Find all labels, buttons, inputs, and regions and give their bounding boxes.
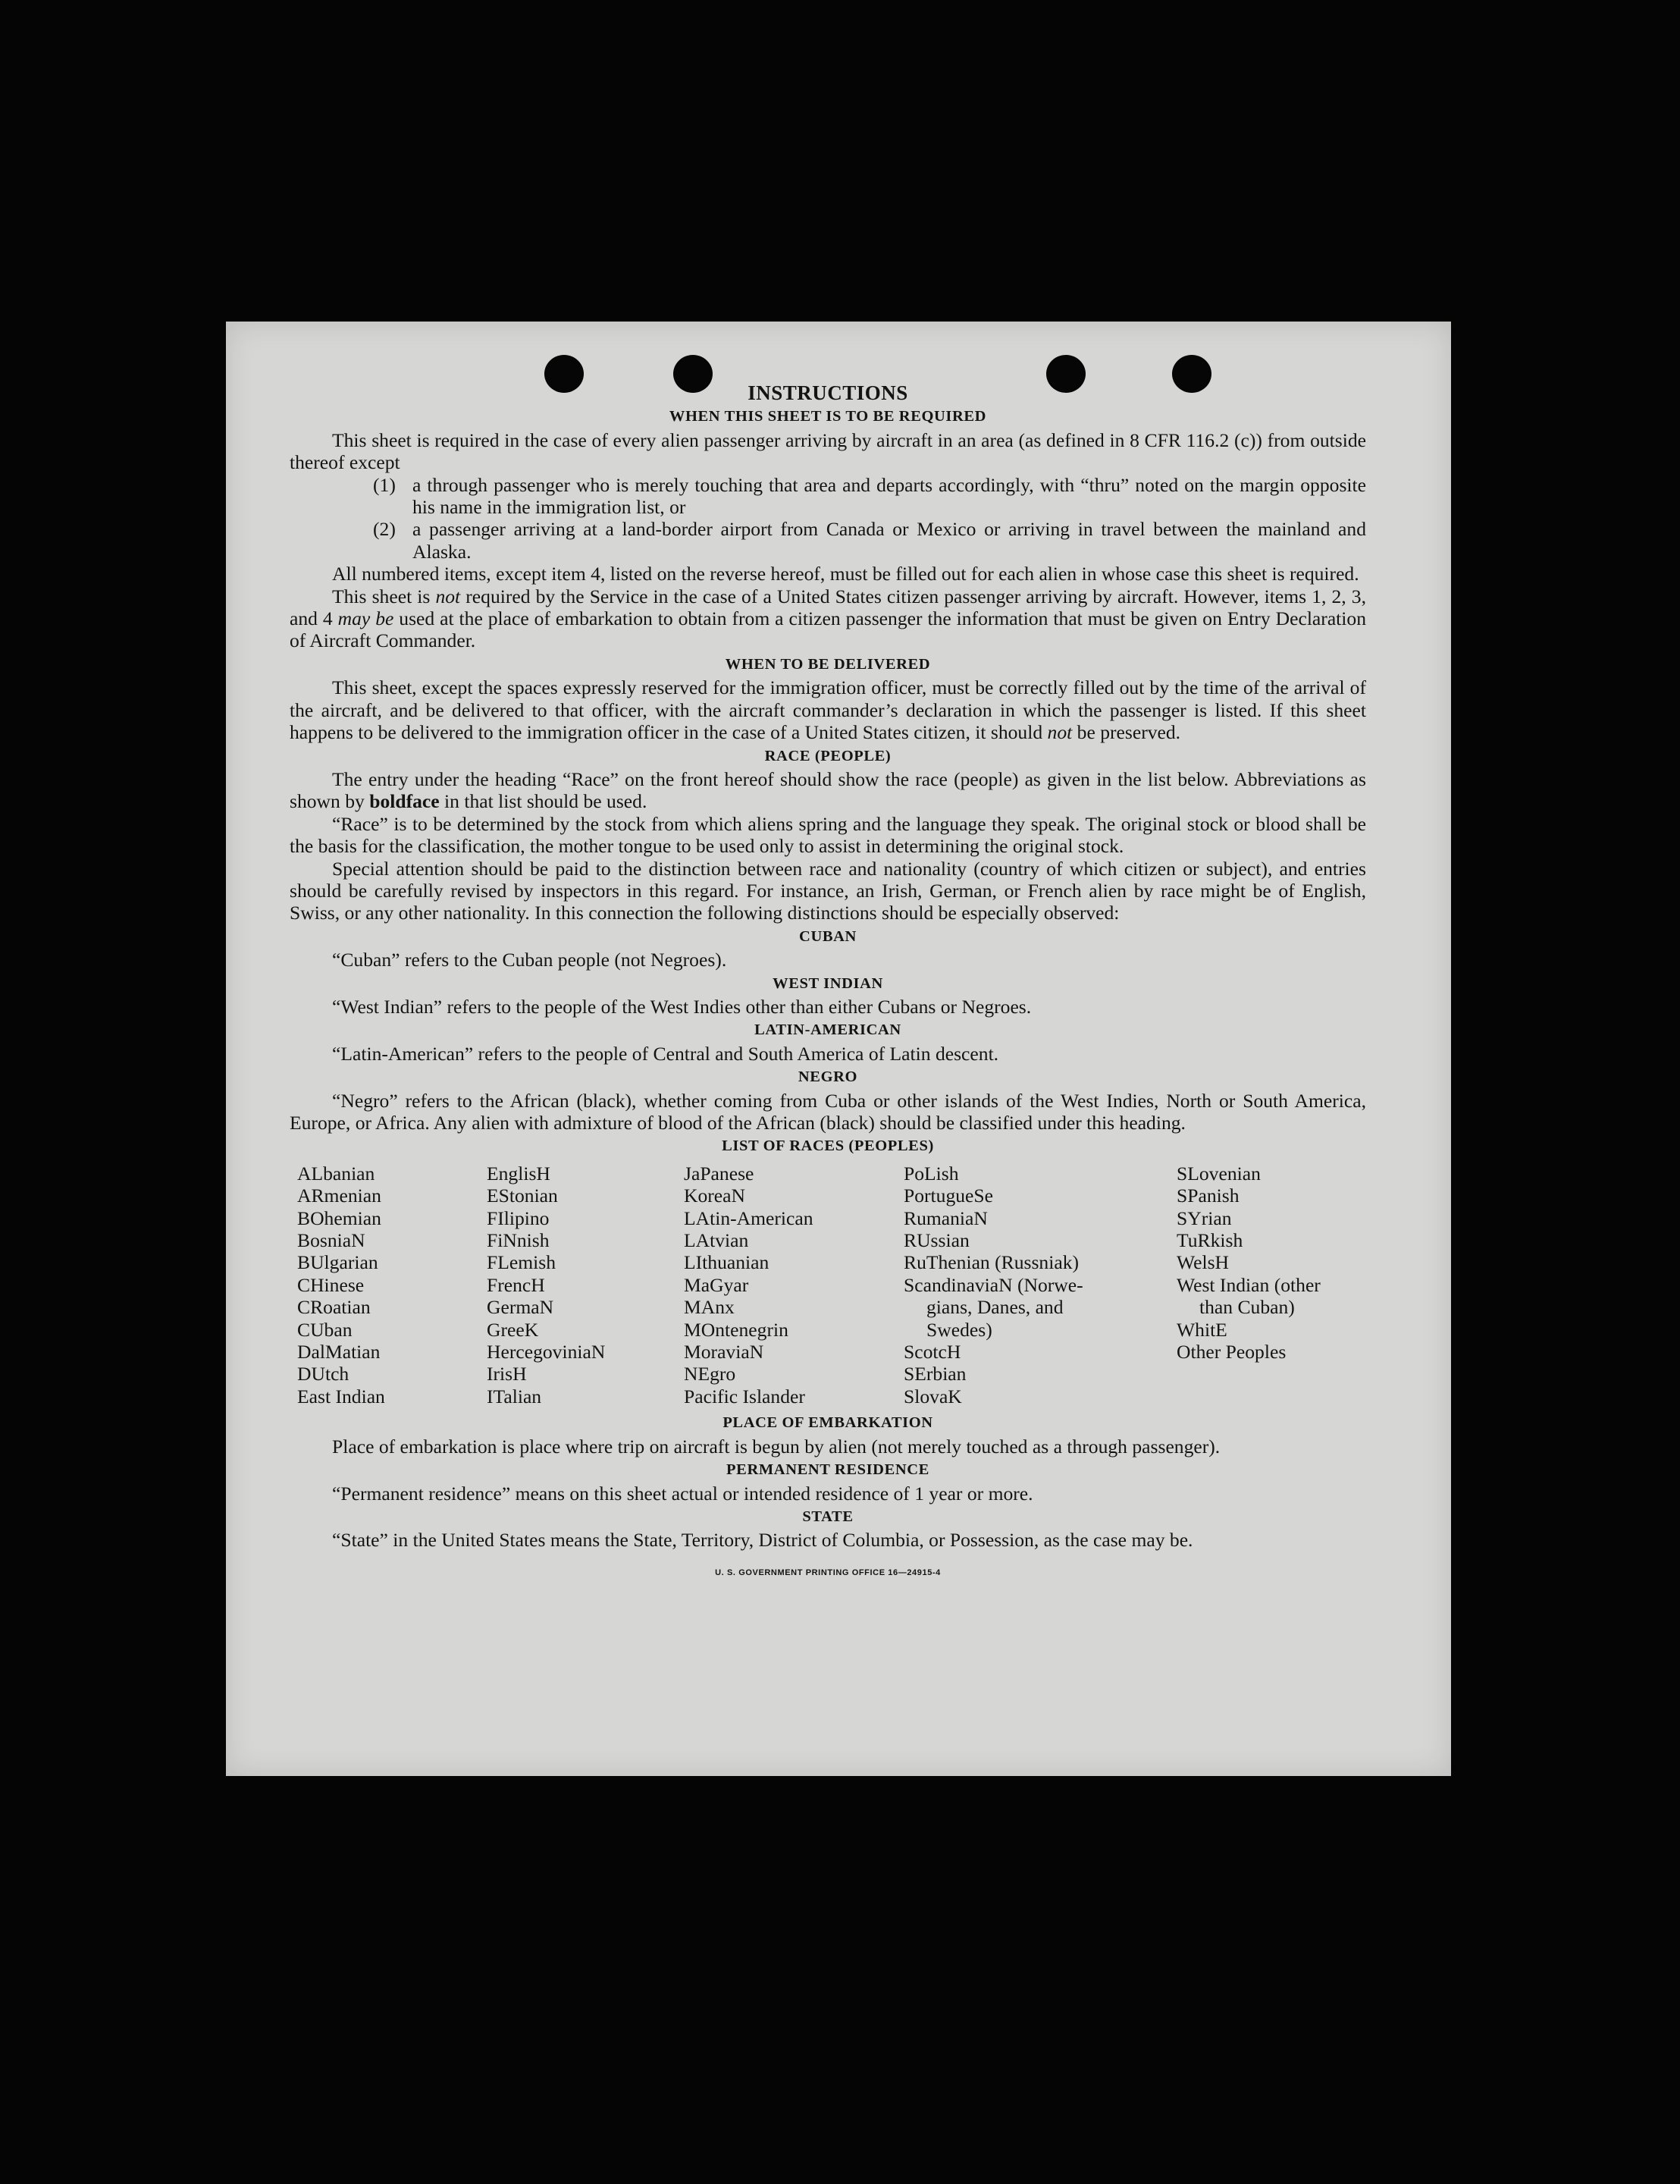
printer-imprint: U. S. GOVERNMENT PRINTING OFFICE 16—24915-4 [715, 1567, 941, 1577]
paragraph: Place of embarkation is place where trip on aircraft is begun by alien (not merely touched as a through passenger). [332, 1435, 1221, 1458]
paragraph: “West Indian” refers to the people of the West Indies other than either Cubans or Negroes. [332, 995, 1032, 1018]
races-list [297, 1163, 1366, 1407]
race-entry: MOntenegrin [684, 1318, 788, 1341]
race-entry: WelsH [1177, 1251, 1230, 1274]
race-entry: SErbian [904, 1363, 967, 1385]
race-entry: NEgro [684, 1363, 736, 1385]
race-entry: SlovaK [904, 1385, 962, 1407]
race-entry: BUlgarian [297, 1251, 378, 1274]
text-run-italic: not [1047, 721, 1073, 744]
paragraph: “Cuban” refers to the Cuban people (not Negroes). [332, 949, 727, 971]
race-entry: ARmenian [297, 1185, 381, 1207]
race-entry: FrencH [487, 1273, 545, 1296]
race-entry: MaGyar [684, 1273, 749, 1296]
text-run: used at the place of embarkation to obtain from a citizen passenger the information that must be given on Entry Declaration of Aircraft Commander. [290, 607, 1366, 652]
paragraph: Special attention should be paid to the distinction between race and nationality (country of which citizen or subject), and entries should be carefully revised by inspectors in this regard. For instance, an Irish, German, or French alien by race might be of English, Swiss, or any other nationality. In this connection the following distinctions should be especially observed: [290, 857, 1366, 924]
text-run-bold: boldface [369, 790, 440, 813]
race-entry: JaPanese [684, 1162, 754, 1185]
race-entry: HercegoviniaN [487, 1341, 606, 1363]
race-entry: RuThenian (Russniak) [904, 1251, 1080, 1274]
race-entry: MoraviaN [684, 1341, 764, 1363]
race-entry: than Cuban) [1199, 1296, 1295, 1319]
section-heading-west-indian: WEST INDIAN [773, 974, 883, 992]
race-entry: MAnx [684, 1296, 735, 1319]
text-run: required by the Service in the case of a United States citizen passenger arriving by aircraft. However, items 1, 2, 3, and 4 [290, 585, 1366, 630]
race-entry: CUban [297, 1318, 353, 1341]
race-entry: CRoatian [297, 1296, 371, 1319]
instructions-body [290, 382, 1366, 1584]
race-entry: FiNnish [487, 1229, 550, 1252]
paragraph: “Permanent residence” means on this sheet actual or intended residence of 1 year or more. [332, 1482, 1033, 1505]
race-entry: gians, Danes, and [926, 1296, 1064, 1319]
race-entry: BOhemian [297, 1207, 381, 1229]
race-entry: RumaniaN [904, 1207, 988, 1229]
paragraph [290, 585, 1366, 652]
text-run-italic: may be [337, 607, 394, 630]
race-entry: EnglisH [487, 1162, 550, 1185]
race-entry: ScandinaviaN (Norwe- [904, 1273, 1083, 1296]
section-heading-state: STATE [802, 1508, 854, 1525]
race-entry: WhitE [1177, 1318, 1227, 1341]
paragraph: “Negro” refers to the African (black), whether coming from Cuba or other islands of the West Indies, North or South America, Europe, or Africa. Any alien with admixture of blood of the African (black) should be classified under this heading. [290, 1089, 1366, 1134]
race-entry: GermaN [487, 1296, 554, 1319]
race-entry: SLovenian [1177, 1162, 1261, 1185]
race-entry: EStonian [487, 1185, 558, 1207]
instruction-sheet [226, 322, 1451, 1776]
text-run: in that list should be used. [439, 790, 647, 813]
text-run: The entry under the heading “Race” on the front hereof should show the race (people) as given in the list below. Abbreviations as shown by [290, 767, 1366, 813]
paragraph [290, 768, 1366, 813]
item-text: a passenger arriving at a land-border airport from Canada or Mexico or arriving in travel between the mainland and Alaska. [412, 518, 1366, 563]
race-entry: Other Peoples [1177, 1341, 1287, 1363]
race-entry: IrisH [487, 1363, 527, 1385]
race-entry: KoreaN [684, 1185, 746, 1207]
section-heading-required: WHEN THIS SHEET IS TO BE REQUIRED [669, 408, 987, 425]
text-run: This sheet is [332, 585, 436, 607]
races-column [684, 1163, 904, 1407]
exception-item [290, 518, 1366, 563]
race-entry: LIthuanian [684, 1251, 769, 1274]
race-entry: DalMatian [297, 1341, 381, 1363]
section-heading-embarkation: PLACE OF EMBARKATION [722, 1414, 933, 1432]
section-heading-delivered: WHEN TO BE DELIVERED [725, 655, 931, 673]
section-heading-residence: PERMANENT RESIDENCE [726, 1461, 929, 1479]
race-entry: BosniaN [297, 1229, 365, 1252]
text-run: This sheet, except the spaces expressly reserved for the immigration officer, must be correctly filled out by the time of the arrival of the aircraft, and be delivered to that officer, with the aircraft commander’s declaration in which the passenger is listed. If this sheet happens to be delivered to the immigration officer in the case of a United States citizen, it should [290, 676, 1366, 744]
item-number: (1) [373, 473, 396, 496]
races-column [297, 1163, 487, 1407]
race-entry: ITalian [487, 1385, 542, 1407]
section-heading-latin-american: LATIN-AMERICAN [754, 1021, 901, 1039]
race-entry: TuRkish [1177, 1229, 1243, 1252]
section-heading-race: RACE (PEOPLE) [764, 747, 892, 764]
exception-item [290, 474, 1366, 519]
race-entry: GreeK [487, 1318, 539, 1341]
section-heading-list-of-races: LIST OF RACES (PEOPLES) [722, 1138, 934, 1155]
race-entry: RUssian [904, 1229, 970, 1252]
races-column [487, 1163, 684, 1407]
race-entry: PortugueSe [904, 1185, 994, 1207]
race-entry: LAtvian [684, 1229, 749, 1252]
section-heading-negro: NEGRO [798, 1068, 858, 1086]
race-entry: Swedes) [926, 1318, 992, 1341]
paragraph [290, 676, 1366, 743]
race-entry: PoLish [904, 1162, 959, 1185]
section-heading-cuban: CUBAN [799, 927, 857, 945]
race-entry: West Indian (other [1177, 1273, 1321, 1296]
text-run-italic: not [435, 585, 461, 607]
text-run: be preserved. [1072, 721, 1181, 744]
race-entry: East Indian [297, 1385, 385, 1407]
races-column [1177, 1163, 1374, 1407]
paragraph: All numbered items, except item 4, listed on the reverse hereof, must be filled out for each alien in whose case this sheet is required. [332, 563, 1359, 585]
race-entry: SPanish [1177, 1185, 1240, 1207]
paragraph: This sheet is required in the case of every alien passenger arriving by aircraft in an area (as defined in 8 CFR 116.2 (c)) from outside thereof except [290, 428, 1366, 474]
race-entry: SYrian [1177, 1207, 1232, 1229]
item-number: (2) [373, 518, 396, 541]
race-entry: FLemish [487, 1251, 556, 1274]
race-entry: DUtch [297, 1363, 349, 1385]
item-text: a through passenger who is merely touching that area and departs accordingly, with “thru” noted on the margin opposite his name in the immigration list, or [412, 473, 1366, 519]
races-column [904, 1163, 1177, 1407]
race-entry: FIlipino [487, 1207, 550, 1229]
race-entry: ALbanian [297, 1162, 375, 1185]
race-entry: ScotcH [904, 1341, 961, 1363]
race-entry: Pacific Islander [684, 1385, 805, 1407]
race-entry: LAtin-American [684, 1207, 813, 1229]
page-title: INSTRUCTIONS [748, 381, 908, 404]
paragraph: “State” in the United States means the State, Territory, District of Columbia, or Possession, as the case may be. [332, 1529, 1193, 1552]
paragraph: “Latin-American” refers to the people of Central and South America of Latin descent. [332, 1042, 999, 1065]
paragraph: “Race” is to be determined by the stock from which aliens spring and the language they speak. The original stock or blood shall be the basis for the classification, the mother tongue to be used only to assist in determining the original stock. [290, 812, 1366, 858]
race-entry: CHinese [297, 1273, 365, 1296]
